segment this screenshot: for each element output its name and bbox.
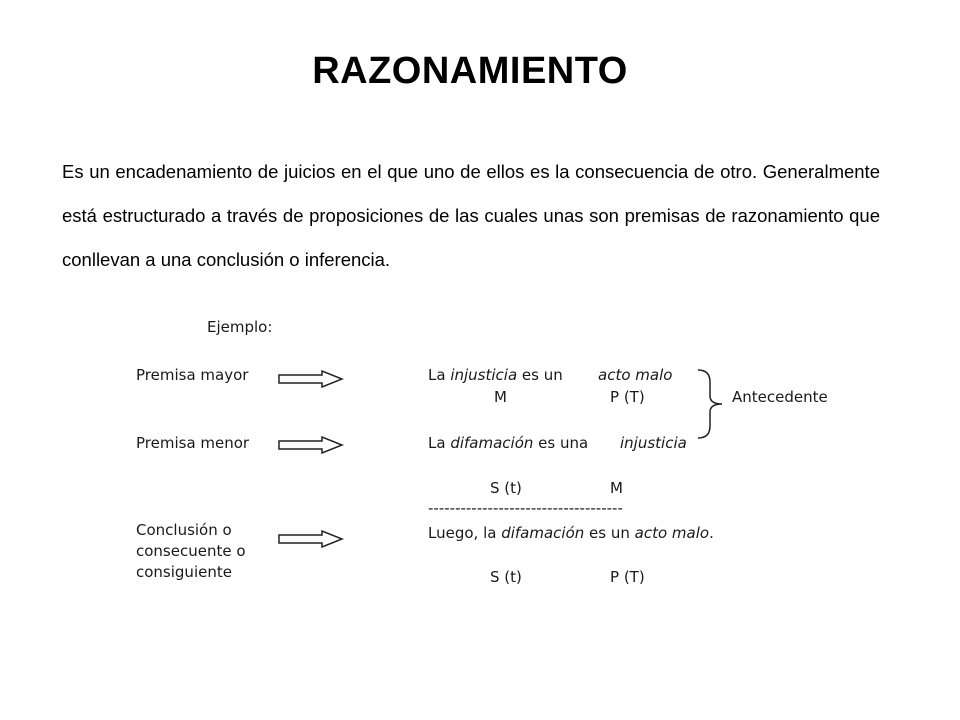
premise-major-label: Premisa mayor [136, 366, 249, 384]
premise-minor-sentence: La difamación es una [428, 434, 589, 452]
brace-icon [696, 368, 736, 440]
premise-major-arrow-icon [278, 370, 344, 388]
premise-minor-symbol-st: S (t) [490, 479, 522, 497]
premise-minor-term: injusticia [620, 434, 687, 452]
page-title: RAZONAMIENTO [312, 50, 628, 92]
conclusion-sentence: Luego, la difamación es un acto malo. [428, 524, 714, 542]
premise-major-symbol-pt: P (T) [610, 388, 645, 406]
conclusion-symbol-st: S (t) [490, 568, 522, 586]
conclusion-symbol-pt: P (T) [610, 568, 645, 586]
premise-major-sentence: La injusticia es un [428, 366, 563, 384]
conclusion-label: Conclusión o consecuente o consiguiente [136, 521, 246, 581]
premise-minor-symbol-m: M [610, 479, 623, 497]
example-heading: Ejemplo: [207, 318, 273, 336]
antecedent-label: Antecedente [732, 388, 828, 406]
definition-paragraph: Es un encadenamiento de juicios en el que uno de ellos es la consecuencia de otro. Generalmente está estructurado a través de proposiciones de las cuales unas son premisas de razonamiento que conllevan a una conclusión o inferencia. [62, 161, 880, 270]
premise-major-term: acto malo [598, 366, 673, 384]
premise-minor-arrow-icon [278, 436, 344, 454]
conclusion-divider: ------------------------------------ [428, 499, 623, 517]
conclusion-arrow-icon [278, 530, 344, 548]
premise-major-symbol-m: M [494, 388, 507, 406]
premise-minor-label: Premisa menor [136, 434, 250, 452]
